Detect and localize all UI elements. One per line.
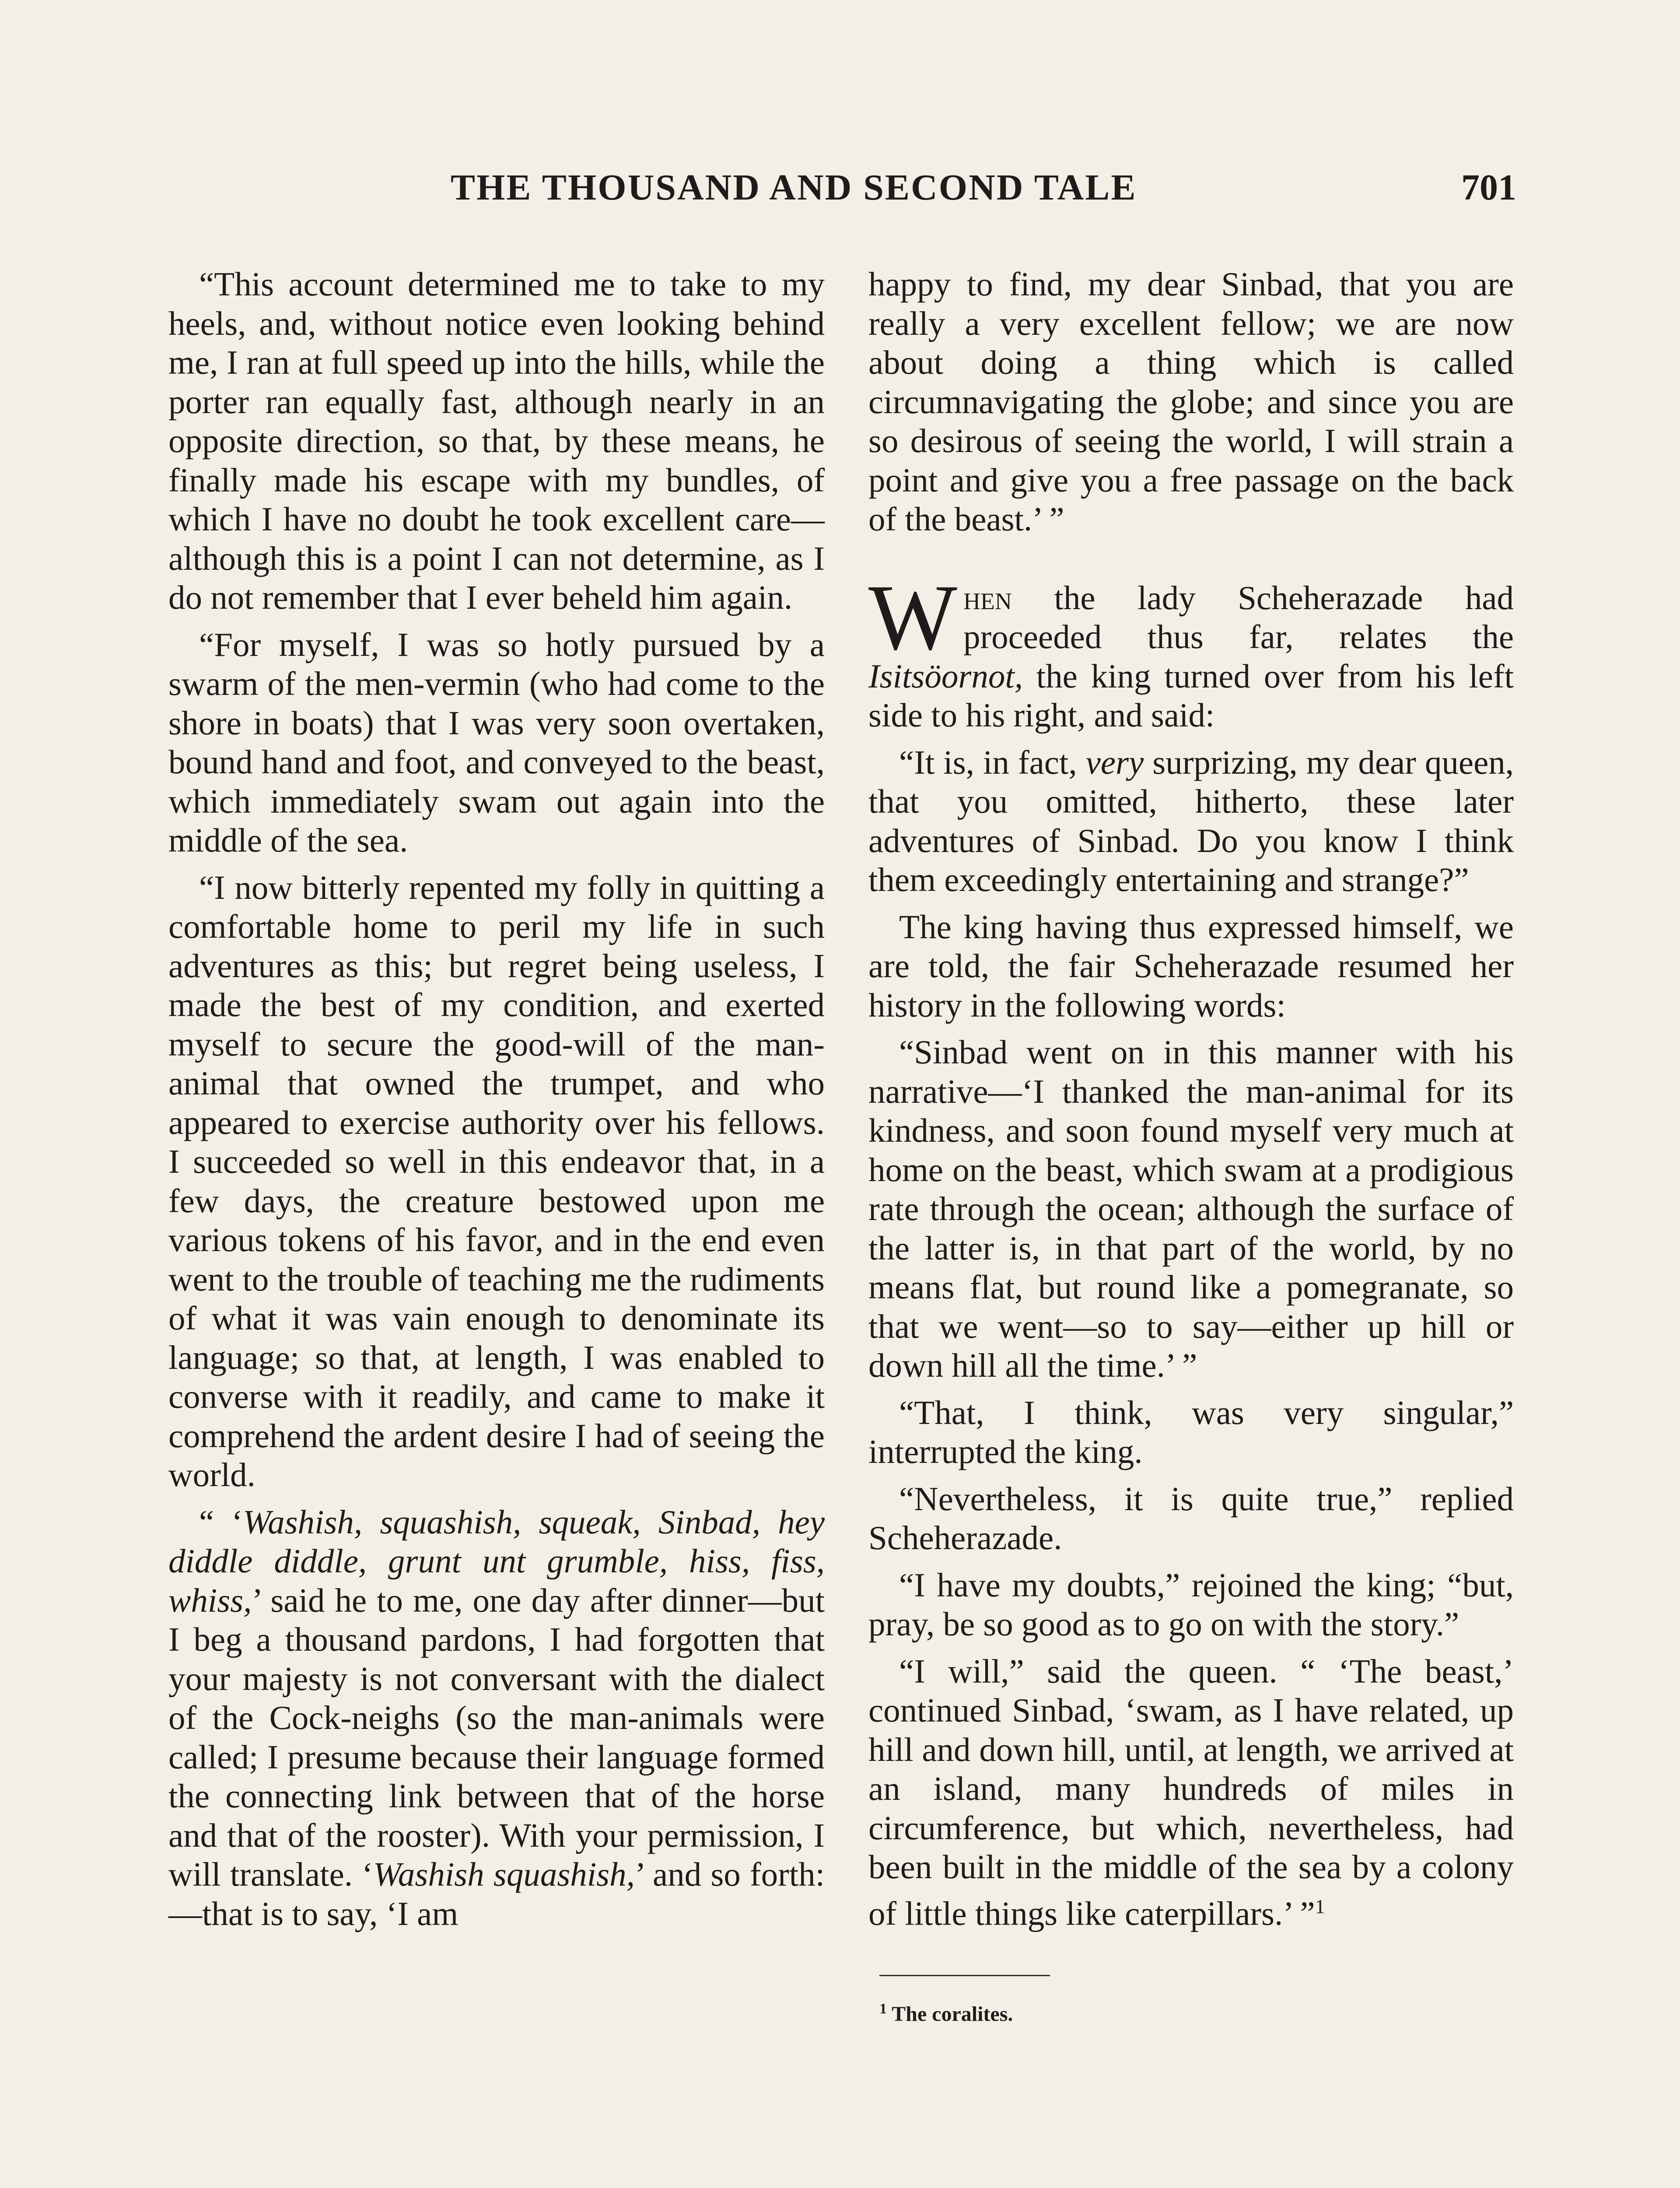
left-column xyxy=(168,265,825,1941)
paragraph: “That, I think, was very singular,” interrupted the king. xyxy=(868,1393,1514,1470)
right-column xyxy=(868,265,1514,2034)
running-header xyxy=(0,166,1680,214)
italic-text: very xyxy=(1085,743,1144,781)
paragraph: “I have my doubts,” rejoined the king; “but, pray, be so good as to go on with the story.” xyxy=(868,1566,1514,1643)
text-run: ’ and so forth:—that is to say, ‘I am xyxy=(168,1855,825,1932)
text-run: the lady Scheherazade had proceeded thus far, relates the xyxy=(963,579,1514,656)
paragraph xyxy=(868,743,1514,900)
text-run: ’ said he to me, one day after dinner—but I beg a thousand pardons, I had forgotten that your majesty is not conversant with the dialect of the Cock-neighs (so the man-animals were called; I presume because their language formed the connecting link between that of the horse and that of the rooster). With your permission, I will translate. ‘ xyxy=(168,1581,825,1893)
paragraph: “Nevertheless, it is quite true,” replied Scheherazade. xyxy=(868,1480,1514,1557)
page-number: 701 xyxy=(1461,167,1516,208)
paragraph: “For myself, I was so hotly pursued by a swarm of the men-vermin (who had come to the shore in boats) that I was very soon overtaken, bound hand and foot, and conveyed to the beast, which immediately swam out again into the middle of the sea. xyxy=(168,625,825,859)
running-title: THE THOUSAND AND SECOND TALE xyxy=(451,167,1137,208)
small-caps-text: hen xyxy=(963,579,1012,617)
italic-text: Washish squashish, xyxy=(373,1855,635,1893)
text-run: “I will,” said the queen. “ ‘The beast,’ continued Sinbad, ‘swam, as I have related, up hill and down hill, until, at length, we arrived at an island, many hundreds of miles in circumference, but which, nevertheless, had been built in the middle of the sea by a colony of little things like caterpillars.’ ” xyxy=(868,1652,1514,1932)
paragraph: happy to find, my dear Sinbad, that you are really a very excellent fellow; we are now about doing a thing which is called circumnavigating the globe; and since you are so desirous of seeing the world, I will strain a point and give you a free passage on the back of the beast.’ ” xyxy=(868,265,1514,538)
paragraph xyxy=(168,1503,825,1934)
text-run: “It is, in fact, xyxy=(899,743,1086,781)
paragraph: “Sinbad went on in this manner with his narrative—‘I thanked the man-animal for its kindness, and soon found myself very much at home on the beast, which swam at a prodigious rate through the ocean; although the surface of the latter is, in that part of the world, by no means flat, but round like a pomegranate, so that we went—so to say—either up hill or down hill all the time.’ ” xyxy=(868,1033,1514,1384)
footnote xyxy=(879,1989,1514,2034)
footnote-divider xyxy=(879,1975,1050,1976)
paragraph: “This account determined me to take to my heels, and, without notice even looking behind me, I ran at full speed up into the hills, while the porter ran equally fast, although nearly in an opposite direction, so that, by these means, he finally made his escape with my bundles, of which I have no doubt he took excellent care—although this is a point I can not determine, as I do not remember that I ever beheld him again. xyxy=(168,265,825,616)
italic-text: Isitsöornot, xyxy=(868,657,1023,695)
italic-text: Washish, squashish, squeak, Sinbad, hey diddle diddle, grunt unt grumble, hiss, fiss, whiss, xyxy=(168,1503,825,1619)
footnote-reference: 1 xyxy=(1315,1895,1325,1918)
text-run: surprizing, my dear queen, that you omitted, hitherto, these later adventures of Sinbad. Do you know I think them exceedingly entertaining and strange?” xyxy=(868,743,1514,898)
text-run: the king turned over from his left side to his right, and said: xyxy=(868,657,1514,734)
drop-cap: W xyxy=(868,565,957,670)
footnote-text: The coralites. xyxy=(887,2002,1013,2026)
paragraph: “I now bitterly repented my folly in quitting a comfortable home to peril my life in such adventures as this; but regret being useless, I made the best of my condition, and exerted myself to secure the good-will of the man-animal that owned the trumpet, and who appeared to exercise authority over his fellows. I succeeded so well in this endeavor that, in a few days, the creature bestowed upon me various tokens of his favor, and in the end even went to the trouble of teaching me the rudiments of what it was vain enough to denominate its language; so that, at length, I was enabled to converse with it readily, and came to make it comprehend the ardent desire I had of seeing the world. xyxy=(168,868,825,1494)
paragraph xyxy=(868,565,1514,735)
text-run: “ ‘ xyxy=(199,1503,243,1541)
paragraph xyxy=(868,1652,1514,1933)
footnote-mark: 1 xyxy=(879,2000,887,2017)
paragraph: The king having thus expressed himself, we are told, the fair Scheherazade resumed her history in the following words: xyxy=(868,908,1514,1024)
